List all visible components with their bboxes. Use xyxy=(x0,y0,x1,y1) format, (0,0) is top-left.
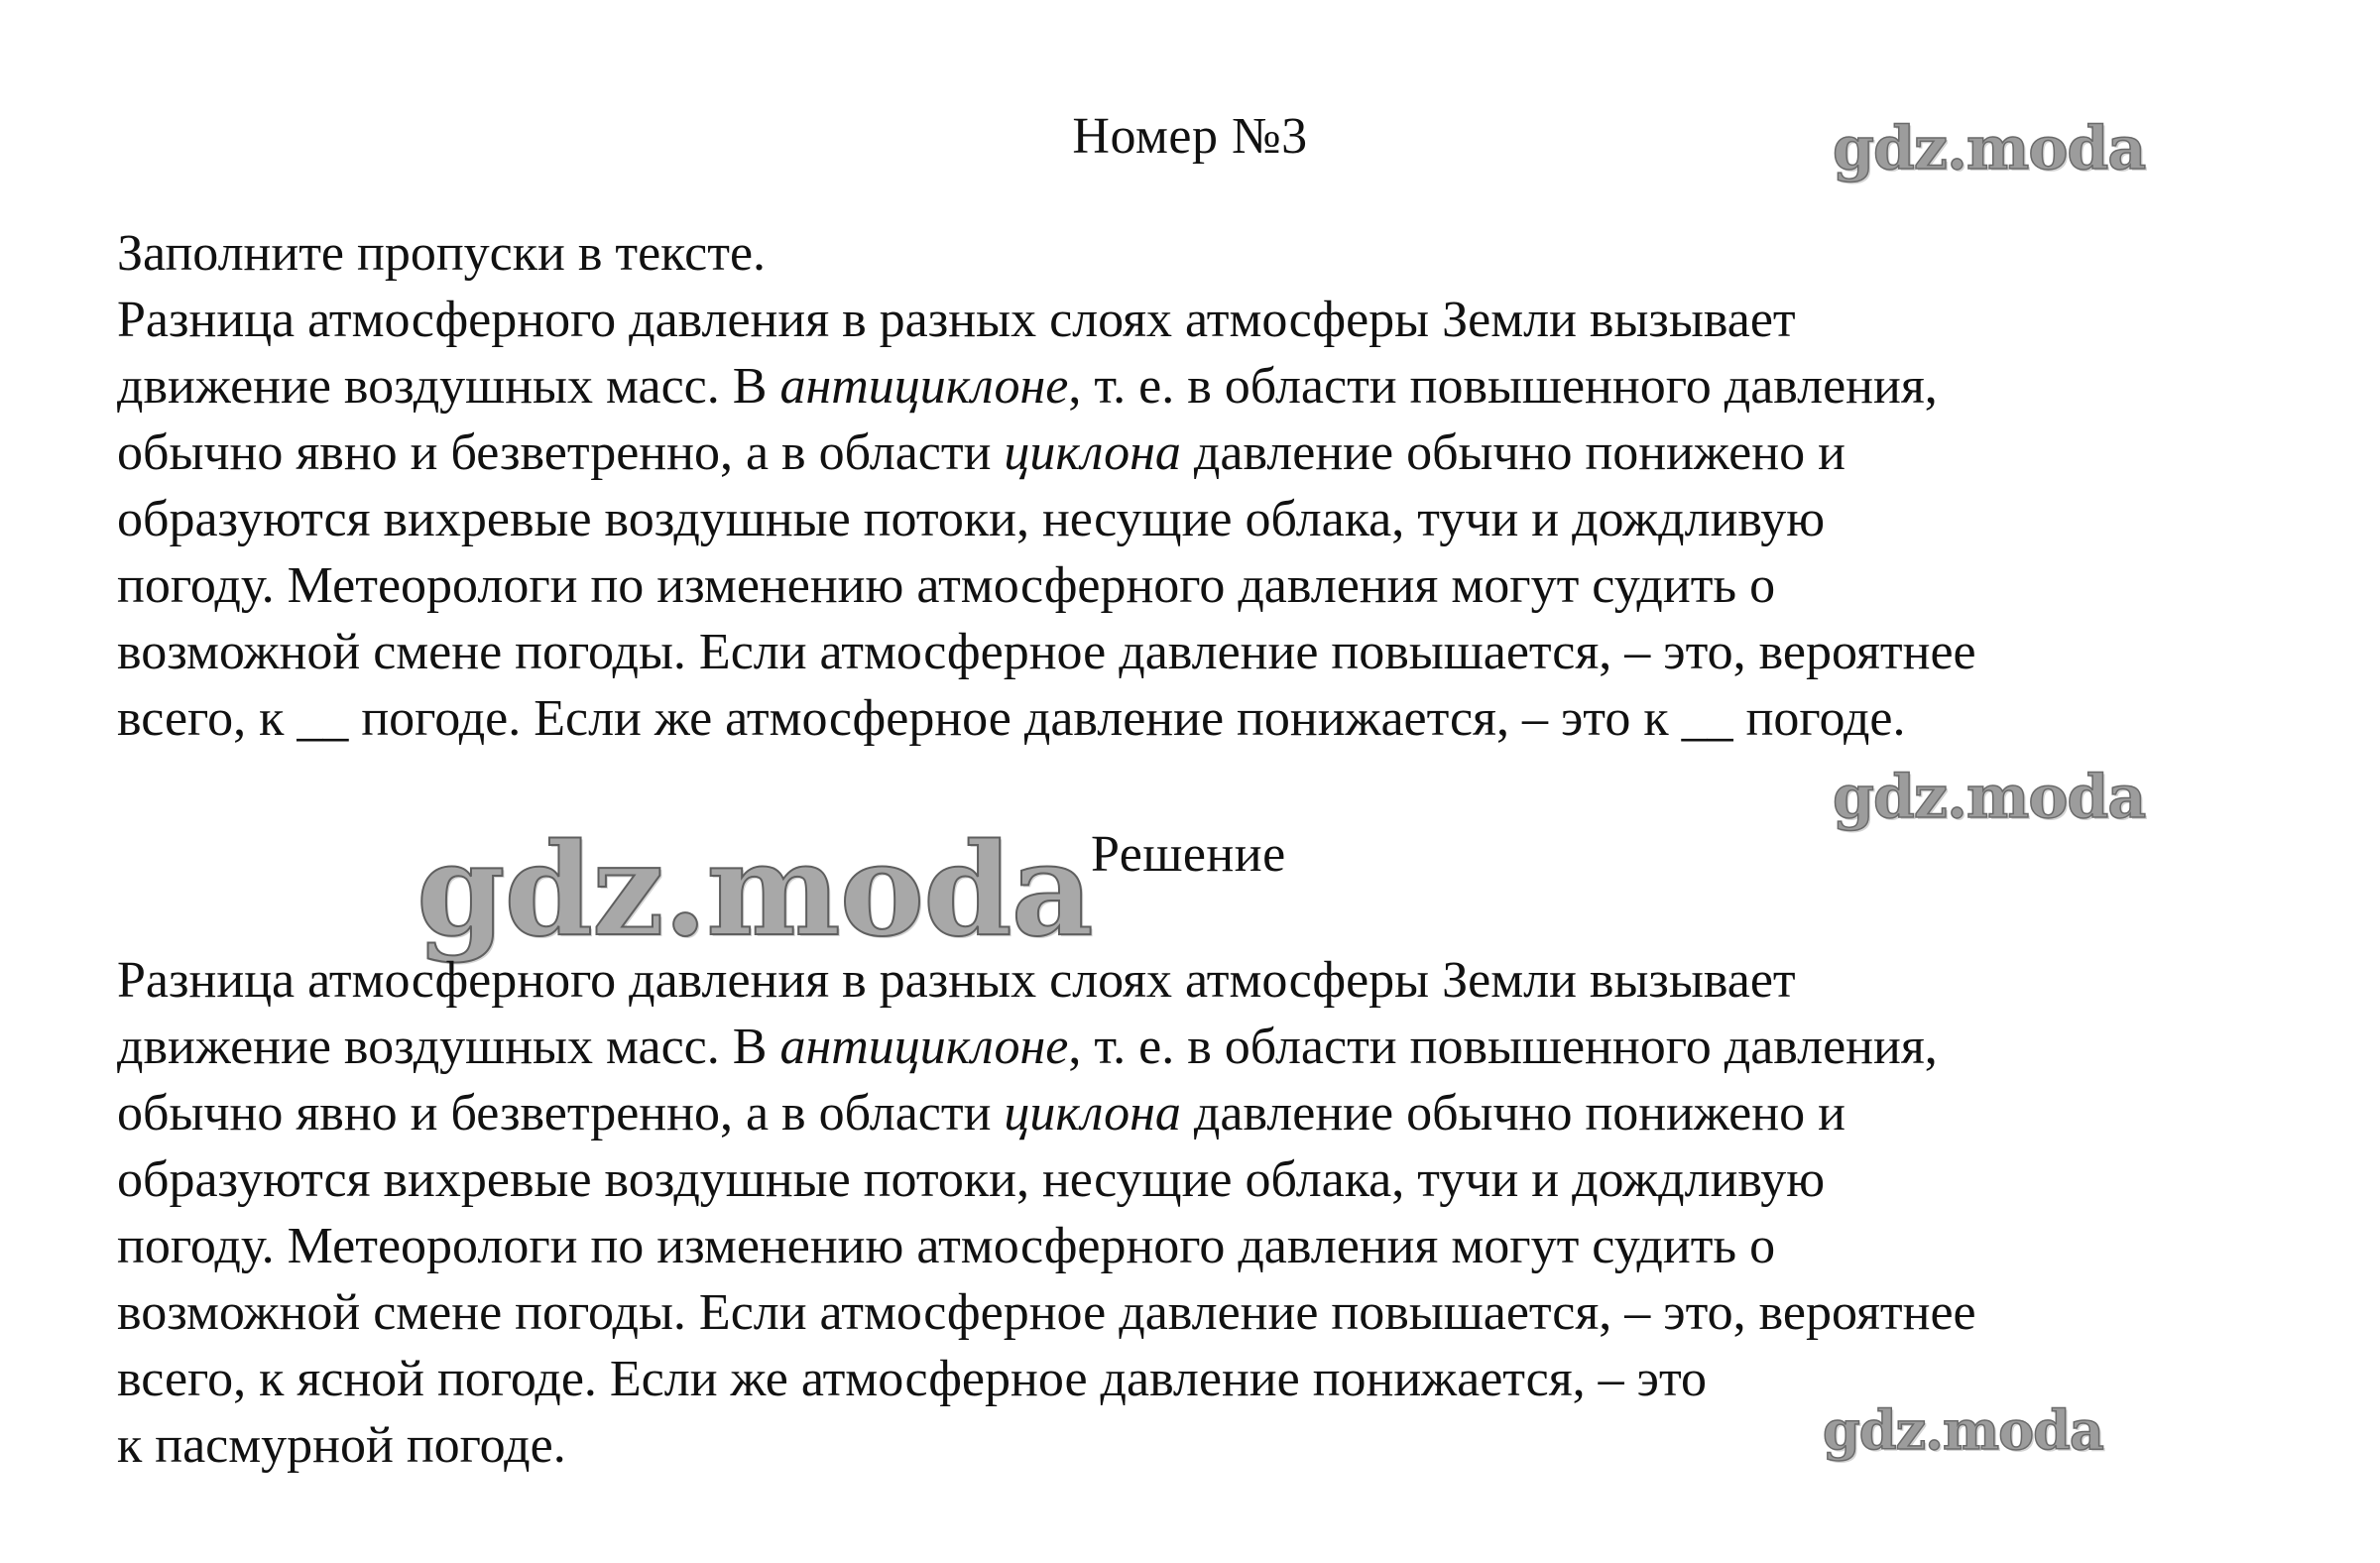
solution-line xyxy=(117,1213,2348,1279)
watermark-logo: gdz.moda xyxy=(1823,1398,2103,1462)
task-line xyxy=(117,486,2348,552)
task-title: Номер №3 xyxy=(1072,108,1308,165)
text-run: образуются вихревые воздушные потоки, несущие облака, тучи и дождливую xyxy=(117,1151,1826,1208)
solution-title: Решение xyxy=(1091,826,1286,883)
text-run: обычно явно и безветренно, а в области xyxy=(117,424,1005,481)
task-line xyxy=(117,353,2348,420)
text-run: , т. е. в области повышенного давления, xyxy=(1068,1019,1938,1075)
task-line xyxy=(117,420,2348,486)
task-line xyxy=(117,220,2348,287)
text-run: всего, к ясной погоде. Если же атмосферное давление понижается, – это xyxy=(117,1351,1707,1407)
task-line xyxy=(117,619,2348,685)
task-line xyxy=(117,287,2348,353)
watermark-logo-large: gdz.moda xyxy=(416,816,1093,965)
italic-term: циклона xyxy=(1004,424,1181,481)
text-run: всего, к __ погоде. Если же атмосферное давление понижается, – это к __ погоде. xyxy=(117,690,1906,747)
text-run: обычно явно и безветренно, а в области xyxy=(117,1085,1005,1142)
text-run: возможной смене погоды. Если атмосферное давление повышается, – это, вероятнее xyxy=(117,624,1976,680)
text-run: образуются вихревые воздушные потоки, несущие облака, тучи и дождливую xyxy=(117,491,1826,547)
solution-line xyxy=(117,1279,2348,1346)
watermark-logo: gdz.moda xyxy=(1833,763,2146,832)
task-line xyxy=(117,685,2348,752)
text-run: движение воздушных масс. В xyxy=(117,1019,780,1075)
task-text xyxy=(117,220,2348,752)
task-line xyxy=(117,552,2348,619)
watermark-logo: gdz.moda xyxy=(1833,114,2146,183)
text-run: к пасмурной погоде. xyxy=(117,1417,566,1474)
italic-term: антициклоне xyxy=(779,358,1069,415)
solution-line xyxy=(117,1080,2348,1146)
text-run: давление обычно понижено и xyxy=(1180,424,1845,481)
italic-term: циклона xyxy=(1004,1085,1181,1142)
text-run: , т. е. в области повышенного давления, xyxy=(1068,358,1938,415)
text-run: давление обычно понижено и xyxy=(1180,1085,1845,1142)
text-run: погоду. Метеорологи по изменению атмосферного давления могут судить о xyxy=(117,557,1776,614)
solution-line xyxy=(117,1146,2348,1213)
text-run: погоду. Метеорологи по изменению атмосферного давления могут судить о xyxy=(117,1218,1776,1274)
solution-line xyxy=(117,947,2348,1014)
italic-term: антициклоне xyxy=(779,1019,1069,1075)
text-run: Разница атмосферного давления в разных слоях атмосферы Земли вызывает xyxy=(117,952,1796,1009)
text-run: возможной смене погоды. Если атмосферное давление повышается, – это, вероятнее xyxy=(117,1284,1976,1341)
text-run: Заполните пропуски в тексте. xyxy=(117,225,767,282)
text-run: движение воздушных масс. В xyxy=(117,358,780,415)
text-run: Разница атмосферного давления в разных слоях атмосферы Земли вызывает xyxy=(117,292,1796,348)
solution-line xyxy=(117,1014,2348,1080)
